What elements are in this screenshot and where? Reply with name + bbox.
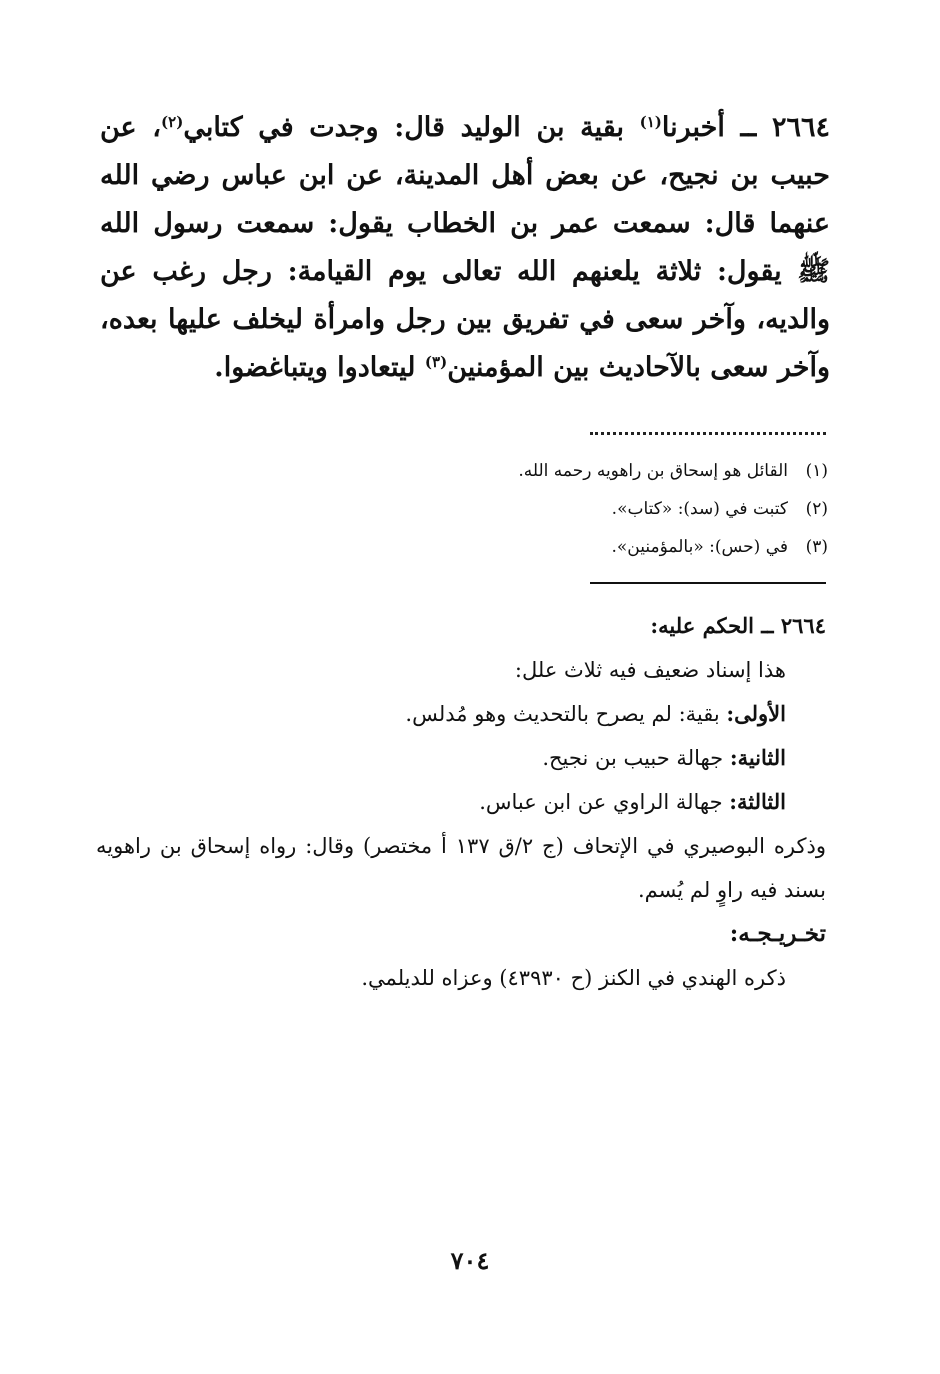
hadith-text-part-4: ليتعادوا ويتباغضوا. bbox=[214, 352, 425, 383]
reason-label: الثانية: bbox=[729, 745, 786, 770]
footnote-number: (٢) bbox=[805, 499, 828, 519]
ruling-intro: هذا إسناد ضعيف فيه ثلاث علل: bbox=[514, 658, 786, 682]
footnote-number: (٣) bbox=[805, 537, 828, 557]
footnote-item bbox=[300, 452, 828, 490]
ruling-heading-number: ٢٦٦٤ bbox=[780, 613, 826, 638]
busiri-paragraph: وذكره البوصيري في الإتحاف (ج ٢/ق ١٣٧ أ مختصر) وقال: رواه إسحاق بن راهويه بسند فيه راوٍ لم يُسم. bbox=[96, 834, 826, 902]
footnotes bbox=[300, 452, 828, 566]
hadith-text-part-3: ، عن حبيب بن نجيح، عن بعض أهل المدينة، عن ابن عباس رضي الله عنهما قال: سمعت عمر بن الخطاب يقول: سمعت رسول الله ﷺ يقول: ثلاثة يلعنهم الله تعالى يوم القيامة: رجل رغب عن والديه، وآخر سعى في تفريق بين رجل وامرأة ليخلف عليها بعده، وآخر سعى بالآحاديث بين المؤمنين bbox=[100, 112, 830, 383]
reason-text: جهالة الراوي عن ابن عباس. bbox=[479, 790, 730, 814]
reason-text: بقية: لم يصرح بالتحديث وهو مُدلس. bbox=[405, 702, 727, 726]
hadith-text-part-1: أخبرنا bbox=[661, 112, 725, 143]
ruling-heading-dash: ــ bbox=[753, 613, 781, 638]
ruling-reason-third bbox=[96, 780, 826, 824]
footnote-separator-dotted bbox=[590, 432, 826, 435]
page-number: ٧٠٤ bbox=[450, 1246, 490, 1275]
ruling-reason-first bbox=[96, 692, 826, 736]
footnote-text: القائل هو إسحاق بن راهويه رحمه الله. bbox=[518, 461, 788, 481]
ruling-heading bbox=[96, 604, 826, 648]
footnote-item bbox=[300, 528, 828, 566]
takhrij-text: ذكره الهندي في الكنز (ح ٤٣٩٣٠) وعزاه للديلمي. bbox=[361, 966, 786, 990]
hadith-text-part-2: بقية بن الوليد قال: وجدت في كتابي bbox=[183, 112, 640, 143]
ruling-reason-second bbox=[96, 736, 826, 780]
footnote-ref-3: (٣) bbox=[424, 353, 448, 371]
footnote-text: في (حس): «بالمؤمنين». bbox=[611, 537, 788, 557]
reason-label: الأولى: bbox=[726, 701, 786, 726]
ruling-section bbox=[96, 604, 826, 1000]
footnote-item bbox=[300, 490, 828, 528]
footnote-text: كتبت في (سد): «كتاب». bbox=[611, 499, 788, 519]
ruling-heading-text: الحكم عليه: bbox=[650, 613, 754, 638]
takhrij-heading: تخـريـجـه: bbox=[729, 920, 826, 947]
hadith-text bbox=[100, 104, 830, 392]
section-separator-line bbox=[590, 582, 826, 584]
reason-label: الثالثة: bbox=[729, 789, 786, 814]
reason-text: جهالة حبيب بن نجيح. bbox=[542, 746, 730, 770]
hadith-number: ٢٦٦٤ bbox=[771, 112, 830, 143]
footnote-ref-1: (١) bbox=[639, 113, 662, 131]
footnote-number: (١) bbox=[805, 461, 828, 481]
footnote-ref-2: (٢) bbox=[161, 113, 184, 131]
hadith-dash: ــ bbox=[724, 112, 772, 143]
